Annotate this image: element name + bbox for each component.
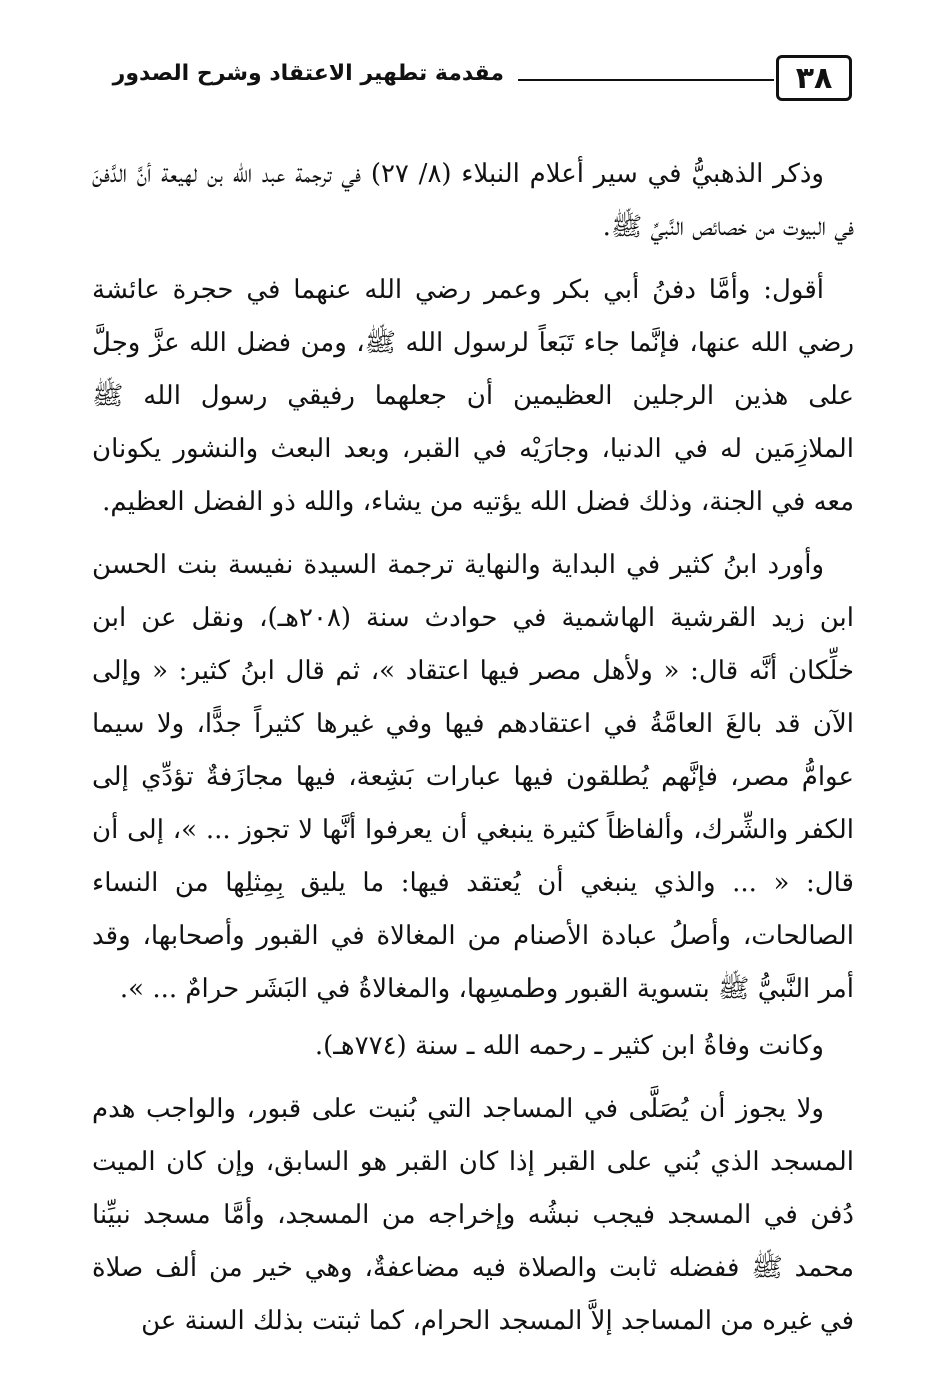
paragraph-ibn-kathir-death: وكانت وفاةُ ابن كثير ـ رحمه الله ـ سنة (٧٧٤هـ). (314, 1031, 824, 1061)
paragraph-dhahabi: وذكر الذهبيُّ في سير أعلام النبلاء (٨/ ٢٧) في ترجمة عبد الله بن لهيعة أنَّ الدَّفنَ في البيوت من خصائص النَّبيِّ ﷺ. (92, 159, 854, 242)
page-number: ٣٨ (776, 55, 852, 101)
paragraph-ibn-kathir: وأورد ابنُ كثير في البداية والنهاية ترجمة السيدة نفيسة بنت الحسن ابن زيد القرشية الهاشمية في حوادث سنة (٢٠٨هـ)، ونقل عن ابن خلِّكان أنَّه قال: « ولأهل مصر فيها اعتقاد »، ثم قال ابنُ كثير: « وإلى الآن قد بالغَ العامَّةُ في اعتقادهم فيها وفي غيرها كثيراً جدًّا، ولا سيما عوامُّ مصر، فإنَّهم يُطلقون فيها عبارات بَشِعة، فيها مجازَفةٌ تؤدِّي إلى الكفر والشِّرك، وألفاظاً كثيرة ينبغي أن يعرفوا أنَّها لا تجوز ... »، إلى أن قال: « ... والذي ينبغي أن يُعتقد فيها: ما يليق بِمِثلِها من النساء الصالحات، وأصلُ عبادة الأصنام من المغالاة في القبور وأصحابها، وقد أمر النَّبيُّ ﷺ بتسوية القبور وطمسِها، والمغالاةُ في البَشَر حرامٌ ... ». (92, 550, 854, 1004)
paragraph-mosques-on-graves: ولا يجوز أن يُصَلَّى في المساجد التي بُنيت على قبور، والواجب هدم المسجد الذي بُني على القبر إذا كان القبر هو السابق، وإن كان الميت دُفن في المسجد فيجب نبشُه وإخراجه من المسجد، وأمَّا مسجد نبيِّنا محمد ﷺ ففضله ثابت والصلاة فيه مضاعفةٌ، وهي خير من ألف صلاة في غيره من المساجد إلاَّ المسجد الحرام، كما ثبتت بذلك السنة عن (92, 1094, 854, 1336)
header-divider-line (518, 79, 774, 81)
paragraph-abu-bakr-umar: أقول: وأمَّا دفنُ أبي بكر وعمر رضي الله عنهما في حجرة عائشة رضي الله عنها، فإنَّما جاء تَبَعاً لرسول الله ﷺ، ومن فضل الله عزَّ وجلَّ على هذين الرجلين العظيمين أن جعلهما رفيقي رسول الله ﷺ الملازِمَين له في الدنيا، وجارَيْه في القبر، وبعد البعث والنشور يكونان معه في الجنة، وذلك فضل الله يؤتيه من يشاء، والله ذو الفضل العظيم. (92, 275, 854, 517)
running-title: مقدمة تطهير الاعتقاد وشرح الصدور (112, 61, 504, 86)
page-header (92, 55, 852, 107)
page-body (92, 148, 854, 1358)
